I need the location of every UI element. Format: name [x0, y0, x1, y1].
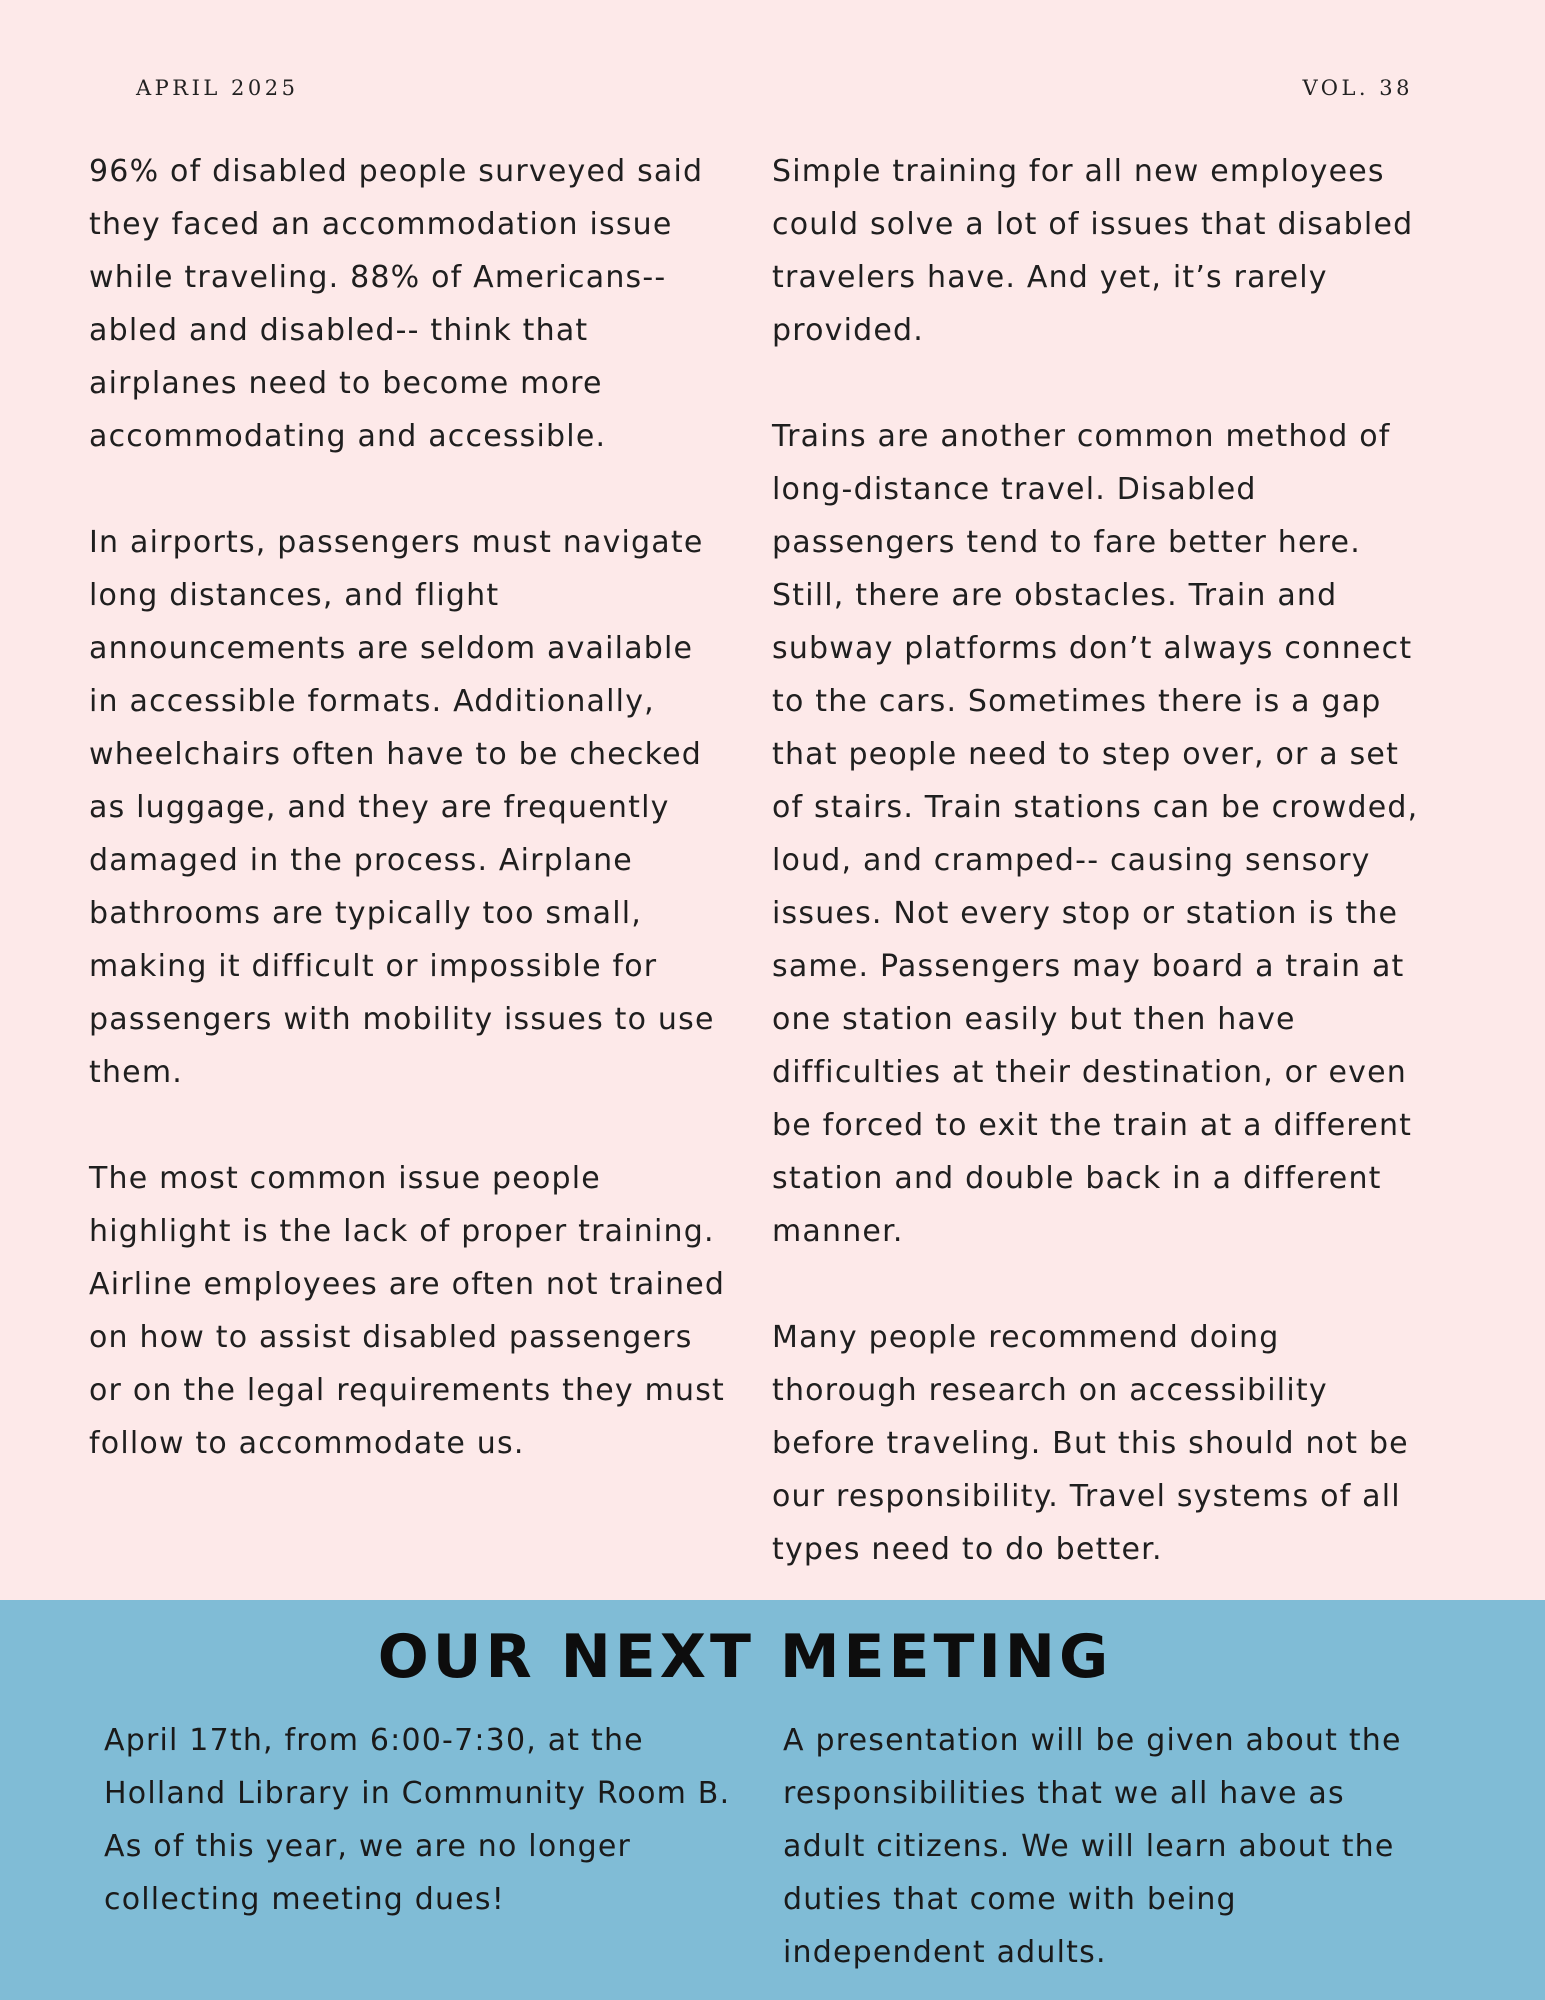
- issue-volume: VOL. 38: [1302, 76, 1413, 100]
- article-paragraph: In airports, passengers must navigate long distances, and flight announcements are seldom available in accessible formats. Additionally, wheelchairs often have to be checked as luggage, and they are frequently damaged in the process. Airplane bathrooms are typically too small, making it difficult or impossible for passengers with mobility issues to use them.: [89, 525, 715, 1090]
- next-meeting-section: [0, 1600, 1545, 2000]
- article-paragraph: Trains are another common method of long-distance travel. Disabled passengers tend to fare better here. Still, there are obstacles. Train and subway platforms don’t always connect to the cars. Sometimes there is a gap that people need to step over, or a set of stairs. Train stations can be crowded, loud, and cramped-- causing sensory issues. Not every stop or station is the same. Passengers may board a train at one station easily but then have difficulties at their destination, or even be forced to exit the train at a different station and double back in a different manner.: [772, 419, 1419, 1249]
- meeting-title: OUR NEXT MEETING: [377, 1622, 1113, 1692]
- article-paragraph: 96% of disabled people surveyed said they faced an accommodation issue while traveling. 88% of Americans-- abled and disabled-- think that airplanes need to become more accommodating and accessible.: [89, 154, 704, 454]
- meeting-details: April 17th, from 6:00-7:30, at the Holland Library in Community Room B. As of this year, we are no longer collecting meeting dues!: [104, 1723, 731, 1917]
- issue-date: APRIL 2025: [136, 76, 299, 100]
- article-paragraph: Simple training for all new employees could solve a lot of issues that disabled travelers have. And yet, it’s rarely provided.: [772, 154, 1414, 348]
- article-paragraph: Many people recommend doing thorough research on accessibility before traveling. But this should not be our responsibility. Travel systems of all types need to do better.: [772, 1320, 1409, 1567]
- meeting-presentation: A presentation will be given about the responsibilities that we all have as adult citizens. We will learn about the duties that come with being independent adults.: [783, 1723, 1402, 1970]
- article-column-right: [772, 145, 1432, 1576]
- article-column-left: [89, 145, 729, 1470]
- article-paragraph: The most common issue people highlight is the lack of proper training. Airline employees are often not trained on how to assist disabled passengers or on the legal requirements they must follow to accommodate us.: [89, 1161, 726, 1461]
